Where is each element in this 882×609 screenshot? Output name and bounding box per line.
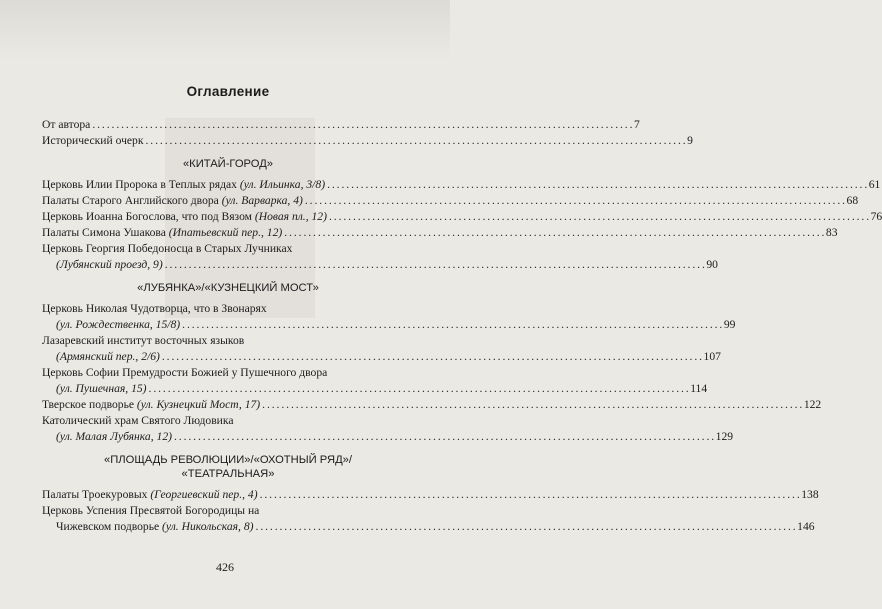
toc-entry-address: (Новая пл., 12)	[254, 210, 327, 223]
toc-title: Оглавление	[186, 84, 270, 99]
toc-entry[interactable]	[42, 397, 822, 413]
toc-entry[interactable]	[42, 349, 721, 365]
toc-entry-page: 122	[803, 398, 822, 411]
toc-entry-text: Тверское подворье	[42, 398, 137, 411]
toc-entry-page: 68	[846, 194, 859, 207]
leader-dots	[174, 429, 714, 445]
toc-entry-text: Церковь Софии Премудрости Божией у Пушечного двора	[42, 366, 328, 379]
toc-entry-page: 129	[715, 430, 734, 443]
leader-dots	[256, 519, 796, 535]
leader-dots	[284, 225, 824, 241]
toc-entry-address: (Георгиевский пер., 4)	[150, 488, 258, 501]
toc-entry-address: (Лубянский проезд, 9)	[56, 258, 163, 271]
toc-entry-text: Палаты Симона Ушакова	[42, 226, 169, 239]
leader-dots	[327, 177, 867, 193]
toc-entry-history[interactable]	[42, 133, 693, 149]
toc-entry-text: Палаты Старого Английского двора	[42, 194, 222, 207]
toc-entry-page: 114	[690, 382, 708, 395]
section-heading-ploshchad-revolyutsii: «ПЛОЩАДЬ РЕВОЛЮЦИИ»/«ОХОТНЫЙ РЯД»/	[104, 454, 352, 466]
toc-entry-text: Церковь Иоанна Богослова, что под Вязом	[42, 210, 255, 223]
toc-entry-address: (ул. Пушечная, 15)	[56, 382, 147, 395]
leader-dots	[146, 133, 686, 149]
section-heading-lubyanka: «ЛУБЯНКА»/«КУЗНЕЦКИЙ МОСТ»	[137, 282, 319, 294]
toc-entry-address: (Армянский пер., 2/6)	[56, 350, 160, 363]
leader-dots	[92, 117, 632, 133]
toc-entry[interactable]	[42, 381, 708, 397]
toc-entry[interactable]	[42, 429, 734, 445]
toc-entry-address: (ул. Ильинка, 3/8)	[239, 178, 326, 191]
leader-dots	[165, 257, 705, 273]
toc-entry[interactable]	[42, 317, 736, 333]
leader-dots	[260, 487, 800, 503]
toc-entry-address: (ул. Никольская, 8)	[162, 520, 254, 533]
toc-entry-text: Церковь Георгия Победоносца в Старых Лучниках	[42, 242, 293, 255]
leader-dots	[162, 349, 702, 365]
toc-entry-text: Церковь Успения Пресвятой Богородицы на	[42, 504, 260, 517]
toc-entry[interactable]	[42, 487, 819, 503]
toc-entry-page: 90	[706, 258, 718, 271]
toc-entry-text: Лазаревский институт восточных языков	[42, 334, 245, 347]
toc-entry-address: (ул. Малая Лубянка, 12)	[56, 430, 172, 443]
toc-entry[interactable]	[42, 193, 859, 209]
leader-dots	[305, 193, 845, 209]
toc-entry[interactable]	[42, 177, 881, 193]
toc-entry-page: 99	[723, 318, 736, 331]
toc-entry-address: (ул. Варварка, 4)	[221, 194, 303, 207]
toc-entry-text: Исторический очерк	[42, 134, 144, 147]
toc-entry-address: (ул. Рождественка, 15/8)	[56, 318, 181, 331]
toc-entry[interactable]	[42, 209, 882, 225]
leader-dots	[262, 397, 802, 413]
toc-entry-page: 107	[703, 350, 721, 363]
toc-entry-address: (ул. Кузнецкий Мост, 17)	[136, 398, 261, 411]
leader-dots	[182, 317, 722, 333]
toc-entry-page: 146	[797, 520, 815, 533]
toc-entry-text: Церковь Илии Пророка в Теплых рядах	[42, 178, 240, 191]
toc-entry-page: 83	[825, 226, 838, 239]
toc-entry[interactable]	[42, 257, 718, 273]
toc-entry-page: 138	[801, 488, 819, 501]
toc-entry-page: 76	[870, 210, 882, 223]
toc-entry-address: (Ипатьевский пер., 12)	[168, 226, 283, 239]
leader-dots	[149, 381, 689, 397]
section-heading-teatralnaya: «ТЕАТРАЛЬНАЯ»	[181, 468, 275, 480]
toc-entry-text: Церковь Николая Чудотворца, что в Звонарях	[42, 302, 267, 315]
leader-dots	[329, 209, 869, 225]
toc-entry-author[interactable]	[42, 117, 640, 133]
toc-entry[interactable]	[42, 519, 815, 535]
toc-entry[interactable]	[42, 225, 838, 241]
toc-entry-page: 9	[687, 134, 693, 147]
section-heading-kitay-gorod: «КИТАЙ-ГОРОД»	[182, 158, 274, 170]
toc-entry-text: Католический храм Святого Людовика	[42, 414, 234, 427]
toc-entry-text: Палаты Троекуровых	[42, 488, 151, 501]
page-number: 426	[216, 560, 234, 574]
toc-entry-text: Чижевском подворье	[56, 520, 163, 533]
toc-entry-text: От автора	[42, 118, 91, 131]
toc-entry-page: 7	[633, 118, 640, 131]
toc-entry-page: 61	[868, 178, 881, 191]
